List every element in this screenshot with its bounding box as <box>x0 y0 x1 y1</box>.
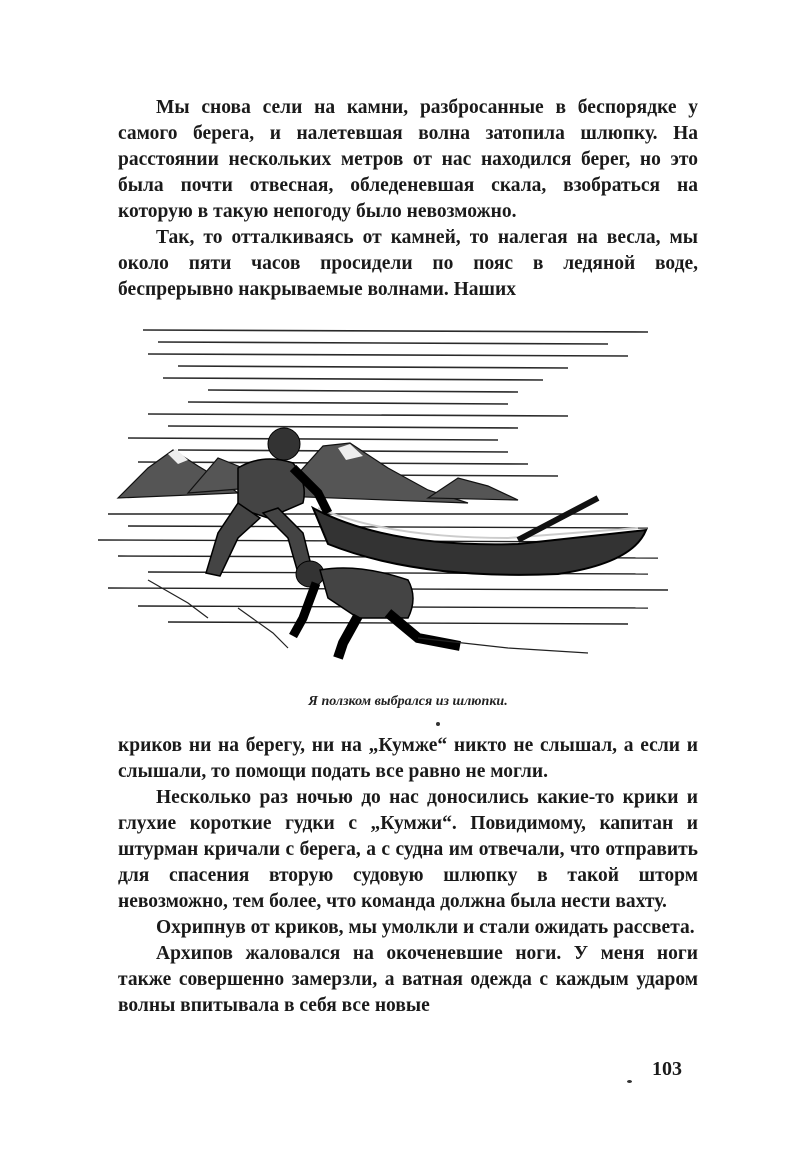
bottom-text-block <box>118 733 698 1019</box>
paragraph: Мы снова сели на камни, разбросанные в беспорядке у самого берега, и налетевшая волна затопила шлюпку. На расстоянии нескольких метров от нас находился берег, но это была почти отвесная, обледеневшая скала, взобраться на которую в такую непогоду было невозможно. <box>118 97 698 222</box>
illustration-drawing <box>88 318 688 688</box>
crawling-figure <box>293 561 460 658</box>
print-speck <box>627 1080 632 1083</box>
paragraph: Несколько раз ночью до нас доносились какие-то крики и глухие короткие гудки с „Кумжи“. Повидимому, капитан и штурман кричали с берега, а с судна им отвечали, что отправить для спасения вторую судовую шлюпку в такой шторм невозможно, тем более, что команда должна была нести вахту. <box>118 787 698 912</box>
figure-caption: Я ползком выбрался из шлюпки. <box>308 694 508 709</box>
top-text-block <box>118 95 698 303</box>
illustration <box>88 318 688 688</box>
print-speck <box>436 722 440 726</box>
paragraph: криков ни на берегу, ни на „Кумже“ никто не слышал, а если и слышали, то помощи подать все равно не могли. <box>118 735 698 782</box>
sky-hatching <box>128 330 648 476</box>
paragraph: Охрипнув от криков, мы умолкли и стали ожидать рассвета. <box>156 917 695 938</box>
page-number: 103 <box>652 1058 682 1080</box>
paragraph: Архипов жаловался на окоченевшие ноги. У меня ноги также совершенно замерзли, а ватная одежда с каждым ударом волны впитывала в себя все новые <box>118 943 698 1016</box>
paragraph: Так, то отталкиваясь от камней, то налегая на весла, мы около пяти часов просидели по пояс в ледяной воде, беспрерывно накрываемые волнами. Наших <box>118 227 698 300</box>
